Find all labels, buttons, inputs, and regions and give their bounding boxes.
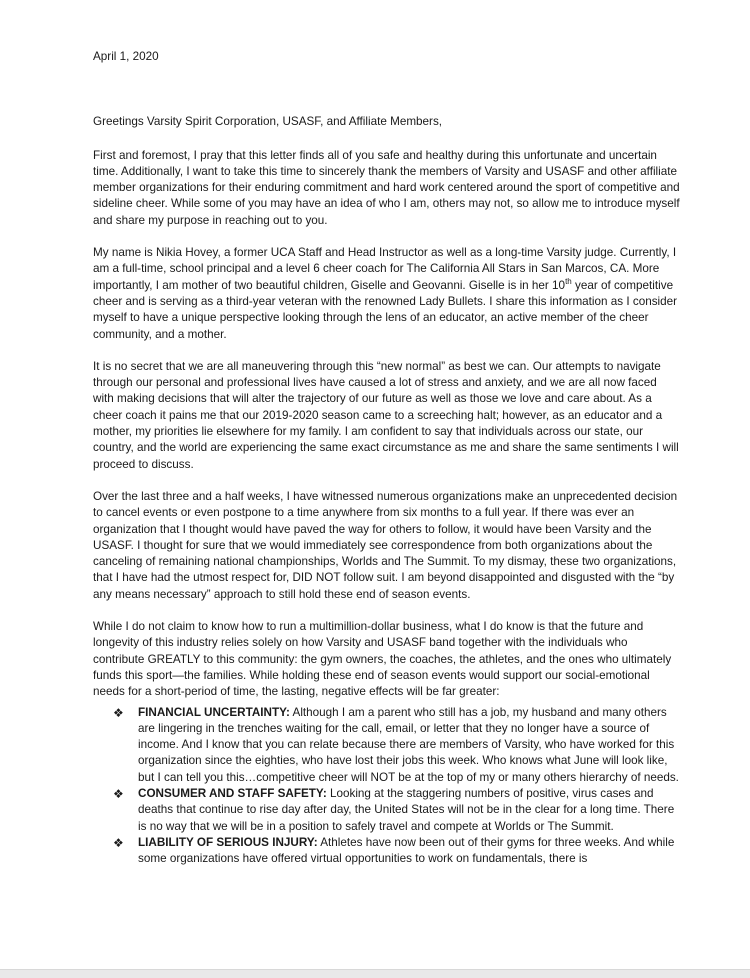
diamond-bullet-icon: ❖ (113, 705, 124, 720)
list-item (93, 786, 680, 835)
paragraph-introduction (93, 245, 680, 343)
bullet-heading: FINANCIAL UNCERTAINTY: (138, 705, 290, 719)
paragraph-cancellations: Over the last three and a half weeks, I have witnessed numerous organizations make an unprecedented decision to cancel events or even postpone to a time anywhere from six months to a full year. If there was ever an organization that I thought would have paved the way for others to follow, it would have been Varsity and the USASF. I thought for sure that we would immediately see correspondence from both organizations about the canceling of remaining national championships, Worlds and The Summit. To my dismay, these two organizations, that I have had the utmost respect for, DID NOT follow suit. I am beyond disappointed and disgusted with the “by any means necessary” approach to still hold these end of season events. (93, 489, 678, 601)
concerns-list (93, 705, 680, 868)
list-item (93, 835, 680, 868)
ordinal-suffix: th (565, 276, 572, 286)
intro-text-end: year of competitive cheer and is serving as a third-year veteran with the renowned Lady Bullets. I share this information as I consider myself to have a unique perspective looking through the lens of an educator, an active member of the cheer community, and a mother. (93, 278, 678, 341)
bullet-text: Athletes have now been out of their gyms for three weeks. And while some organizations have offered virtual opportunities to work on fundamentals, there is (138, 835, 675, 866)
paragraph-new-normal: It is no secret that we are all maneuvering through this “new normal” as best we can. Our attempts to navigate through our personal and professional lives have caused a lot of stress and anxiety, and we are all now faced with making decisions that will alter the trajectory of our future as well as those we love and care about. As a cheer coach it pains me that our 2019-2020 season came to a screeching halt; however, as an educator and a mother, my priorities lie elsewhere for my family. I am confident to say that individuals across our state, our country, and the world are experiencing the same exact circumstance as me and share the same sentiments I will proceed to discuss. (93, 359, 679, 471)
letter-date: April 1, 2020 (93, 50, 159, 63)
page-bottom-edge (0, 969, 750, 978)
intro-text-start: My name is Nikia Hovey, a former UCA Staff and Head Instructor as well as a long-time Varsity judge. Currently, I am a full-time, school principal and a level 6 cheer coach for The California All Stars in San Marcos, CA. More importantly, I am mother of two beautiful children, Giselle and Geovanni. Giselle is in her 10 (93, 246, 677, 292)
bullet-heading: LIABILITY OF SERIOUS INJURY: (138, 835, 318, 849)
diamond-bullet-icon: ❖ (113, 786, 124, 801)
paragraph-opening: First and foremost, I pray that this letter finds all of you safe and healthy during this unfortunate and uncertain time. Additionally, I want to take this time to sincerely thank the members of Varsity and USASF and other affiliate member organizations for their enduring commitment and hard work centered around the sport of competitive and sideline cheer. While some of you may have an idea of who I am, others may not, so allow me to introduce myself and share my purpose in reaching out to you. (93, 148, 680, 227)
paragraph-industry-future: While I do not claim to know how to run a multimillion-dollar business, what I do know is that the future and longevity of this industry relies solely on how Varsity and USASF band together with the individuals who contribute GREATLY to this community: the gym owners, the coaches, the athletes, and the ones who ultimately funds this sport—the families. While holding these end of season events would support our social-emotional needs for a short-period of time, the lasting, negative effects will be far greater: (93, 620, 672, 699)
bullet-heading: CONSUMER AND STAFF SAFETY: (138, 786, 327, 800)
diamond-bullet-icon: ❖ (113, 835, 124, 850)
bullet-text: Looking at the staggering numbers of positive, virus cases and deaths that continue to rise day after day, the United States will not be in the clear for a long time. There is no way that we will be in a position to safely travel and compete at Worlds or The Summit. (138, 786, 675, 833)
list-item (93, 705, 680, 786)
letter-greeting: Greetings Varsity Spirit Corporation, USASF, and Affiliate Members, (93, 115, 443, 129)
bullet-text: Although I am a parent who still has a job, my husband and many others are lingering in the trenches waiting for the call, email, or letter that they no longer have a source of income. And I know that you can relate because there are members of Varsity, who have worked for this organization since the eighties, who have lost their jobs this week. Who knows what June will look like, but I can tell you this…competitive cheer will NOT be at the top of my or many others hierarchy of needs. (138, 705, 679, 784)
